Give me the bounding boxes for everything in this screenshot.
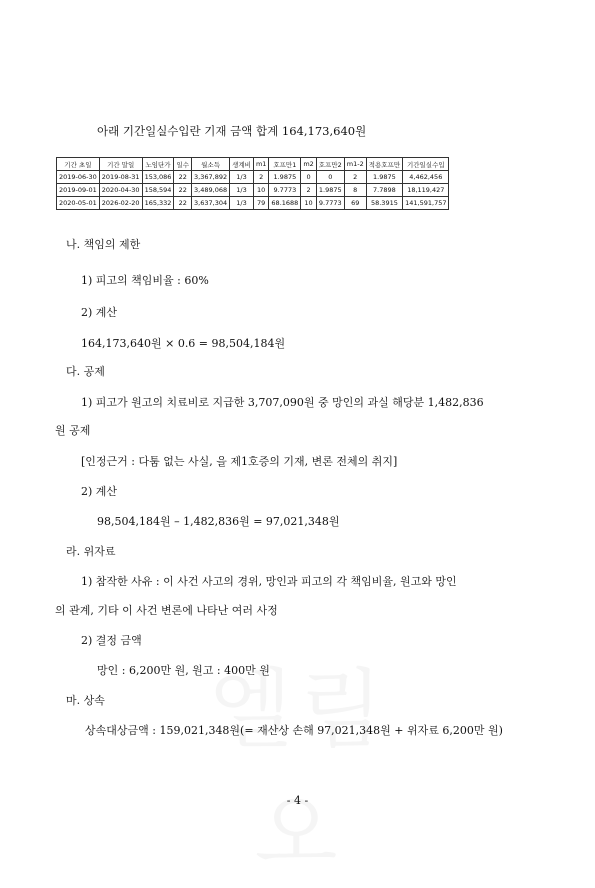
table-cell: 8 — [344, 184, 366, 197]
table-cell: 22 — [174, 197, 192, 210]
section-heading-liability-limit: 나. 책임의 제한 — [66, 238, 141, 251]
table-cell: 2 — [301, 184, 316, 197]
header-cell: 기간 초일 — [57, 158, 100, 171]
table-cell: 2019-06-30 — [57, 171, 100, 184]
table-cell: 2019-09-01 — [57, 184, 100, 197]
table-cell: 9.7773 — [316, 197, 344, 210]
table-cell: 0 — [301, 171, 316, 184]
decided-amount: 망인 : 6,200만 원, 원고 : 400만 원 — [97, 664, 270, 677]
table-row — [57, 184, 449, 197]
table-cell: 3,489,068 — [192, 184, 230, 197]
table-cell: 2020-05-01 — [57, 197, 100, 210]
table-cell: 69 — [344, 197, 366, 210]
inheritance-amount: 상속대상금액 : 159,021,348원(= 재산상 손해 97,021,348원 + 위자료 6,200만 원) — [85, 724, 503, 737]
table-cell: 22 — [174, 171, 192, 184]
lost-income-table — [56, 157, 449, 210]
section-heading-deduction: 다. 공제 — [66, 365, 105, 378]
table-cell: 10 — [253, 184, 268, 197]
table-cell: 153,086 — [142, 171, 174, 184]
header-cell: 기간일실수입 — [403, 158, 449, 171]
table-row — [57, 197, 449, 210]
page-number: - 4 - — [286, 794, 309, 807]
deduction-text: 1) 피고가 원고의 치료비로 지급한 3,707,090원 중 망인의 과실 해당분 1,482,836 — [81, 396, 484, 409]
header-cell: 적용호프만 — [366, 158, 402, 171]
calculation-label: 2) 계산 — [81, 485, 118, 498]
header-cell: 호프만2 — [316, 158, 344, 171]
table-cell: 1.9875 — [366, 171, 402, 184]
table-cell: 1.9875 — [316, 184, 344, 197]
header-cell: 일수 — [174, 158, 192, 171]
table-cell: 1/3 — [230, 171, 254, 184]
intro-text: 아래 기간일실수입란 기재 금액 합계 164,173,640원 — [97, 124, 367, 138]
liability-ratio-text: 1) 피고의 책임비율 : 60% — [81, 274, 209, 287]
table-header-row — [57, 158, 449, 171]
table-cell: 2020-04-30 — [99, 184, 142, 197]
decided-amount-label: 2) 결정 금액 — [81, 634, 142, 647]
table-cell: 7.7898 — [366, 184, 402, 197]
table-cell: 141,591,757 — [403, 197, 449, 210]
consideration-factors-continued: 의 관계, 기타 이 사건 변론에 나타난 여러 사정 — [55, 604, 278, 617]
liability-calculation: 164,173,640원 × 0.6 = 98,504,184원 — [81, 337, 286, 350]
header-cell: 생계비 — [230, 158, 254, 171]
header-cell: m1-2 — [344, 158, 366, 171]
section-heading-consolation-money: 라. 위자료 — [66, 545, 116, 558]
table-cell: 10 — [301, 197, 316, 210]
evidence-basis: [인정근거 : 다툼 없는 사실, 을 제1호증의 기재, 변론 전체의 취지] — [81, 455, 398, 468]
header-cell: 월소득 — [192, 158, 230, 171]
consideration-factors: 1) 참작한 사유 : 이 사건 사고의 경위, 망인과 피고의 각 책임비율, 원고와 망인 — [81, 575, 457, 588]
table-cell: 58.3915 — [366, 197, 402, 210]
header-cell: 호프만1 — [269, 158, 301, 171]
deduction-calculation: 98,504,184원 – 1,482,836원 = 97,021,348원 — [97, 515, 340, 528]
table-cell: 3,367,892 — [192, 171, 230, 184]
table-cell: 1.9875 — [269, 171, 301, 184]
table-cell: 79 — [253, 197, 268, 210]
header-cell: 기간 말일 — [99, 158, 142, 171]
header-cell: 노임단가 — [142, 158, 174, 171]
table-cell: 0 — [316, 171, 344, 184]
header-cell: m2 — [301, 158, 316, 171]
table-row — [57, 171, 449, 184]
table-cell: 2019-08-31 — [99, 171, 142, 184]
table-cell: 9.7773 — [269, 184, 301, 197]
table-cell: 1/3 — [230, 184, 254, 197]
table-cell: 165,332 — [142, 197, 174, 210]
calculation-label: 2) 계산 — [81, 306, 118, 319]
deduction-text-continued: 원 공제 — [55, 424, 91, 437]
table-cell: 3,637,304 — [192, 197, 230, 210]
table-cell: 4,462,456 — [403, 171, 449, 184]
table-cell: 2 — [344, 171, 366, 184]
table-cell: 18,119,427 — [403, 184, 449, 197]
table-cell: 1/3 — [230, 197, 254, 210]
table-cell: 68.1688 — [269, 197, 301, 210]
header-cell: m1 — [253, 158, 268, 171]
table-cell: 158,594 — [142, 184, 174, 197]
table-cell: 22 — [174, 184, 192, 197]
table-cell: 2026-02-20 — [99, 197, 142, 210]
table-cell: 2 — [253, 171, 268, 184]
section-heading-inheritance: 마. 상속 — [66, 694, 105, 707]
